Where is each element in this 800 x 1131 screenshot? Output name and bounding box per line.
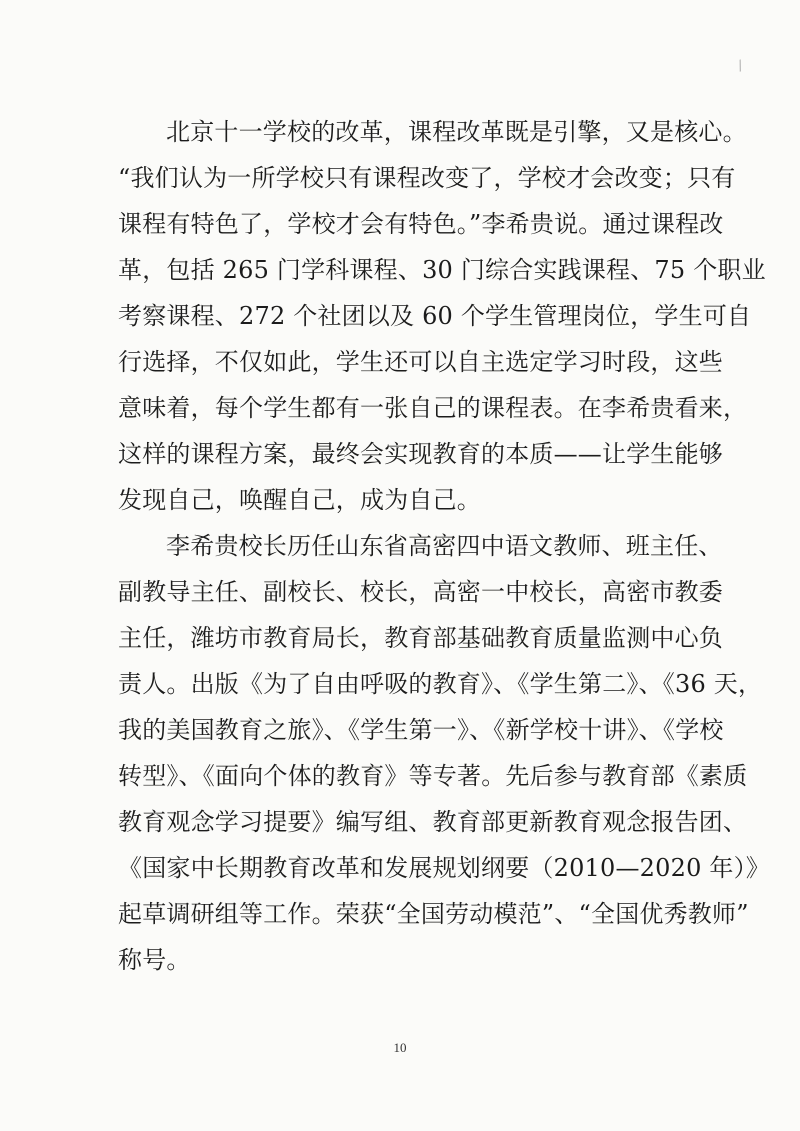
paragraph-line: 革，包括 265 门学科课程、30 门综合实践课程、75 个职业 xyxy=(118,256,766,284)
paragraph-line: 考察课程、272 个社团以及 60 个学生管理岗位，学生可自 xyxy=(118,302,752,330)
paragraph-line: 行选择，不仅如此，学生还可以自主选定学习时段，这些 xyxy=(118,348,723,376)
paragraph-line: 起草调研组等工作。荣获“全国劳动模范”、“全国优秀教师” xyxy=(118,900,749,928)
paragraph-line: 李希贵校长历任山东省高密四中语文教师、班主任、 xyxy=(166,532,723,560)
paragraph-line: 称号。 xyxy=(118,946,191,974)
paragraph-line: 转型》、《面向个体的教育》等专著。先后参与教育部《素质 xyxy=(118,762,748,790)
paragraph-line: “我们认为一所学校只有课程改变了，学校才会改变；只有 xyxy=(118,164,736,192)
paragraph-line: 副教导主任、副校长、校长，高密一中校长，高密市教委 xyxy=(118,578,723,606)
paragraph-line: 我的美国教育之旅》、《学生第一》、《新学校十讲》、《学校 xyxy=(118,716,724,744)
paragraph-line: 课程有特色了，学校才会有特色。”李希贵说。通过课程改 xyxy=(118,210,724,238)
paragraph-line: 这样的课程方案，最终会实现教育的本质——让学生能够 xyxy=(118,440,723,468)
paragraph-line: 主任，潍坊市教育局长，教育部基础教育质量监测中心负 xyxy=(118,624,723,652)
scan-mark: / xyxy=(735,57,746,75)
paragraph-line: 《国家中长期教育改革和发展规划纲要（2010—2020 年）》 xyxy=(118,854,770,882)
paragraph-line: 北京十一学校的改革，课程改革既是引擎，又是核心。 xyxy=(166,118,747,146)
paragraph-line: 责人。出版《为了自由呼吸的教育》、《学生第二》、《36 天， xyxy=(118,670,763,698)
paragraph-line: 教育观念学习提要》编写组、教育部更新教育观念报告团、 xyxy=(118,808,748,836)
page-number: 10 xyxy=(393,1040,407,1055)
paragraph-line: 发现自己，唤醒自己，成为自己。 xyxy=(118,486,481,514)
paragraph-line: 意味着，每个学生都有一张自己的课程表。在李希贵看来， xyxy=(118,394,748,422)
